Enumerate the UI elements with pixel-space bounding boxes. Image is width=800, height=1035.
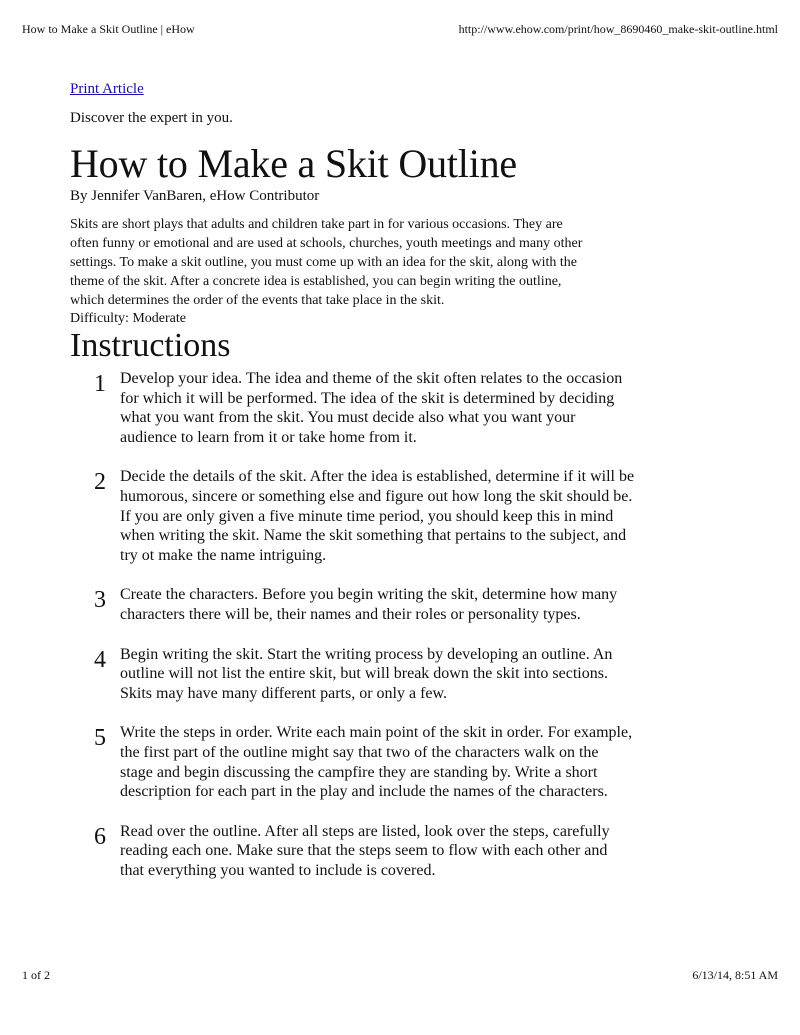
step-number: 3 — [94, 587, 106, 614]
step-text: Read over the outline. After all steps are listed, look over the steps, carefully reading each one. Make sure that the steps seem to flow with each other and that everything you wanted to include is covered. — [120, 822, 610, 879]
article-title: How to Make a Skit Outline — [70, 141, 517, 186]
step-text: Decide the details of the skit. After the idea is established, determine if it will be humorous, sincere or something else and figure out how long the skit should be. If you are only given a five minute time period, you should keep this in mind when writing the skit. Name the skit something that pertains to the subject, and try ot make the name intriguing. — [120, 468, 635, 564]
instructions-list — [70, 369, 645, 880]
step-item — [70, 723, 645, 801]
page-title-header: How to Make a Skit Outline | eHow — [22, 22, 195, 36]
tagline: Discover the expert in you. — [70, 110, 233, 126]
step-number: 1 — [94, 371, 106, 397]
step-item — [70, 822, 645, 881]
step-number: 2 — [94, 469, 106, 496]
step-item — [70, 467, 645, 565]
byline: By Jennifer VanBaren, eHow Contributor — [70, 188, 320, 204]
step-number: 5 — [94, 725, 106, 752]
print-article-link[interactable]: Print Article — [70, 81, 144, 97]
step-text: Create the characters. Before you begin writing the skit, determine how many characters there will be, their names and their roles or personality types. — [120, 586, 618, 623]
step-item — [70, 645, 645, 704]
print-timestamp: 6/13/14, 8:51 AM — [692, 968, 778, 982]
instructions-heading: Instructions — [70, 327, 231, 364]
article — [70, 80, 645, 900]
difficulty-label: Difficulty: Moderate — [70, 311, 186, 326]
page-url: http://www.ehow.com/print/how_8690460_make-skit-outline.html — [458, 22, 778, 36]
step-item — [70, 369, 645, 447]
page-number: 1 of 2 — [22, 968, 50, 982]
step-number: 4 — [94, 646, 106, 673]
step-number: 6 — [94, 823, 106, 850]
step-text: Write the steps in order. Write each main point of the skit in order. For example, the first part of the outline might say that two of the characters walk on the stage and begin discussing the campfire they are standing by. Write a short description for each part in the play and include the names of the characters. — [120, 724, 633, 801]
step-item — [70, 585, 645, 624]
step-text: Begin writing the skit. Start the writing process by developing an outline. An outline will not list the entire skit, but will break down the skit into sections. Skits may have many different parts, or only a few. — [120, 645, 613, 702]
intro-paragraph: Skits are short plays that adults and children take part in for various occasions. They are often funny or emotional and are used at schools, churches, youth meetings and many other settings. To make a skit outline, you must come up with an idea for the skit, along with the theme of the skit. After a concrete idea is established, you can begin writing the outline, which determines the order of the events that take place in the skit. — [70, 217, 583, 308]
step-text: Develop your idea. The idea and theme of the skit often relates to the occasion for which it will be performed. The idea of the skit is determined by deciding what you want from the skit. You must decide also what you want your audience to learn from it or take home from it. — [120, 370, 623, 446]
